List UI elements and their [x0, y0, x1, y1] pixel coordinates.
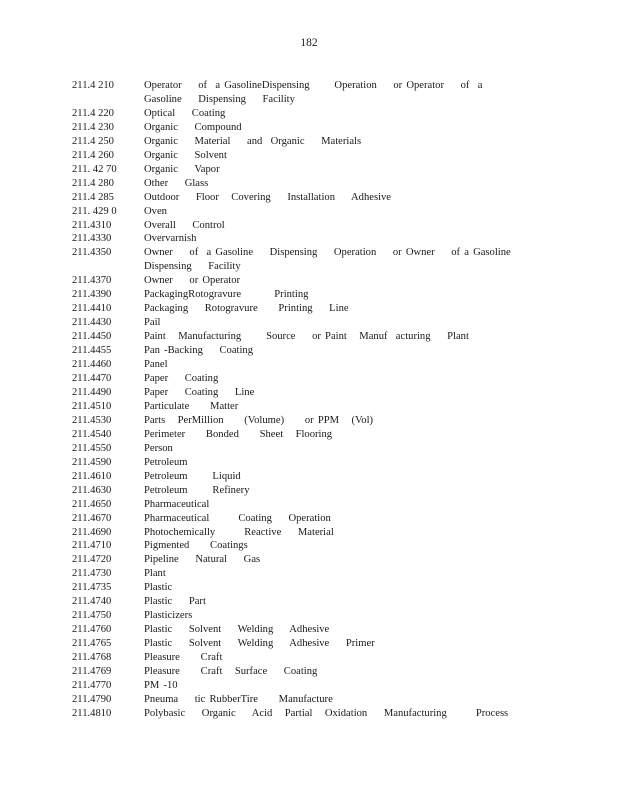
definition-entry	[0, 581, 618, 595]
defined-term: Organic Vapor	[144, 163, 220, 175]
section-number: 211.4810	[72, 707, 112, 719]
defined-term: Plastic Solvent Welding Adhesive	[144, 624, 330, 636]
definition-entry	[0, 498, 618, 512]
defined-term: Operator of a GasolineDispensing Operation or Operator of a Gasoline Dispensing Facility	[144, 80, 487, 105]
defined-term: Pleasure Craft	[144, 652, 223, 664]
definition-entry	[0, 232, 618, 246]
section-number: 211.4 250	[72, 135, 114, 147]
page-number: 182	[300, 37, 318, 49]
section-number: 211.4430	[72, 317, 112, 329]
defined-term: Organic Compound	[144, 121, 242, 133]
section-number: 211.4450	[72, 331, 112, 343]
definition-entry	[0, 135, 618, 149]
defined-term: PM -10	[144, 679, 178, 691]
section-number: 211.4768	[72, 652, 112, 664]
definition-entry	[0, 428, 618, 442]
defined-term: Outdoor Floor Covering Installation Adhesive	[144, 191, 392, 203]
definition-entry	[0, 442, 618, 456]
defined-term: Plant	[144, 568, 166, 580]
defined-term: Pipeline Natural Gas	[144, 554, 261, 566]
defined-term: Pharmaceutical	[144, 498, 210, 510]
defined-term: Plastic Solvent Welding Adhesive Primer	[144, 638, 375, 650]
definition-entry	[0, 414, 618, 428]
definition-entry	[0, 707, 618, 721]
section-number: 211. 42 70	[72, 163, 117, 175]
section-number: 211.4610	[72, 470, 112, 482]
section-number: 211.4590	[72, 456, 112, 468]
section-number: 211.4330	[72, 233, 112, 245]
section-number: 211.4730	[72, 568, 112, 580]
section-number: 211.4490	[72, 386, 112, 398]
defined-term: Pleasure Craft Surface Coating	[144, 666, 318, 678]
section-number: 211.4410	[72, 303, 112, 315]
definition-entry	[0, 177, 618, 191]
definition-entry	[0, 163, 618, 177]
section-number: 211.4740	[72, 596, 112, 608]
defined-term: Pneuma tic RubberTire Manufacture	[144, 693, 333, 705]
section-number: 211.4750	[72, 610, 112, 622]
defined-term: Person	[144, 442, 173, 454]
definition-entry	[0, 246, 618, 274]
defined-term: Perimeter Bonded Sheet Flooring	[144, 428, 333, 440]
defined-term: PackagingRotogravure Printing	[144, 289, 309, 301]
definition-entry	[0, 400, 618, 414]
section-number: 211.4690	[72, 526, 112, 538]
definition-entry	[0, 191, 618, 205]
section-number: 211.4 220	[72, 107, 114, 119]
defined-term: Pan -Backing Coating	[144, 345, 254, 357]
section-number: 211.4540	[72, 428, 112, 440]
definition-entry	[0, 79, 618, 107]
definition-entry	[0, 693, 618, 707]
defined-term: Polybasic Organic Acid Partial Oxidation Manufacturing Process	[144, 707, 509, 719]
section-number: 211.4765	[72, 638, 112, 650]
definition-entry	[0, 219, 618, 233]
definition-entry	[0, 274, 618, 288]
defined-term: Other Glass	[144, 177, 209, 189]
definition-entry	[0, 679, 618, 693]
definition-entry	[0, 456, 618, 470]
definition-entry	[0, 470, 618, 484]
defined-term: Packaging Rotogravure Printing Line	[144, 303, 349, 315]
definition-entry	[0, 539, 618, 553]
definition-entry	[0, 665, 618, 679]
defined-term: Pail	[144, 317, 161, 329]
definition-entry	[0, 553, 618, 567]
definition-entry	[0, 205, 618, 219]
section-number: 211. 429 0	[72, 205, 117, 217]
defined-term: Oven	[144, 205, 167, 217]
definition-entry	[0, 302, 618, 316]
section-number: 211.4769	[72, 666, 112, 678]
definition-entry	[0, 149, 618, 163]
section-number: 211.4310	[72, 219, 112, 231]
defined-term: Owner of a Gasoline Dispensing Operation or Owner of a Gasoline Dispensing Facility	[144, 247, 528, 273]
definition-entry	[0, 512, 618, 526]
defined-term: Plastic Part	[144, 596, 206, 608]
defined-term: Optical Coating	[144, 107, 226, 119]
section-number: 211.4 280	[72, 177, 114, 189]
section-number: 211.4390	[72, 289, 112, 301]
section-number: 211.4 260	[72, 149, 114, 161]
definition-entry	[0, 288, 618, 302]
section-number: 211.4530	[72, 414, 112, 426]
defined-term: Pigmented Coatings	[144, 540, 248, 552]
definition-entry	[0, 637, 618, 651]
defined-term: Plasticizers	[144, 610, 193, 622]
defined-term: Particulate Matter	[144, 400, 239, 412]
definition-entry	[0, 316, 618, 330]
defined-term: Paint Manufacturing Source or Paint Manuf acturing Plant	[144, 331, 469, 343]
section-number: 211.4770	[72, 679, 112, 691]
definition-entry	[0, 372, 618, 386]
section-number: 211.4760	[72, 624, 112, 636]
defined-term: Petroleum Liquid	[144, 470, 241, 482]
defined-term: Owner or Operator	[144, 275, 241, 287]
section-number: 211.4735	[72, 582, 112, 594]
defined-term: Petroleum	[144, 456, 188, 468]
definition-entry	[0, 330, 618, 344]
section-number: 211.4370	[72, 275, 112, 287]
definition-entry	[0, 344, 618, 358]
section-number: 211.4350	[72, 247, 112, 259]
section-number: 211.4710	[72, 540, 112, 552]
defined-term: Petroleum Refinery	[144, 484, 250, 496]
section-number: 211.4720	[72, 554, 112, 566]
defined-term: Overall Control	[144, 219, 225, 231]
section-number: 211.4 210	[72, 80, 114, 91]
defined-term: Paper Coating Line	[144, 386, 255, 398]
section-number: 211.4 285	[72, 191, 114, 203]
section-number: 211.4 230	[72, 121, 114, 133]
definition-entry	[0, 121, 618, 135]
section-number: 211.4650	[72, 498, 112, 510]
defined-term: Photochemically Reactive Material	[144, 526, 334, 538]
definition-entry	[0, 386, 618, 400]
definition-entry	[0, 358, 618, 372]
defined-term: Parts PerMillion (Volume) or PPM (Vol)	[144, 414, 374, 426]
definition-entry	[0, 595, 618, 609]
section-number: 211.4510	[72, 400, 112, 412]
defined-term: Overvarnish	[144, 233, 197, 245]
definition-entry	[0, 623, 618, 637]
definition-entry	[0, 484, 618, 498]
section-number: 211.4460	[72, 359, 112, 371]
section-number: 211.4470	[72, 373, 112, 385]
section-number: 211.4455	[72, 345, 112, 357]
definitions-list	[0, 79, 618, 721]
defined-term: Pharmaceutical Coating Operation	[144, 512, 331, 524]
defined-term: Plastic	[144, 582, 173, 594]
definition-entry	[0, 107, 618, 121]
definition-entry	[0, 526, 618, 540]
definition-entry	[0, 609, 618, 623]
defined-term: Panel	[144, 359, 168, 371]
section-number: 211.4670	[72, 512, 112, 524]
defined-term: Organic Material and Organic Materials	[144, 135, 362, 147]
defined-term: Paper Coating	[144, 373, 219, 385]
definition-entry	[0, 567, 618, 581]
definition-entry	[0, 651, 618, 665]
section-number: 211.4550	[72, 442, 112, 454]
section-number: 211.4790	[72, 693, 112, 705]
section-number: 211.4630	[72, 484, 112, 496]
defined-term: Organic Solvent	[144, 149, 227, 161]
